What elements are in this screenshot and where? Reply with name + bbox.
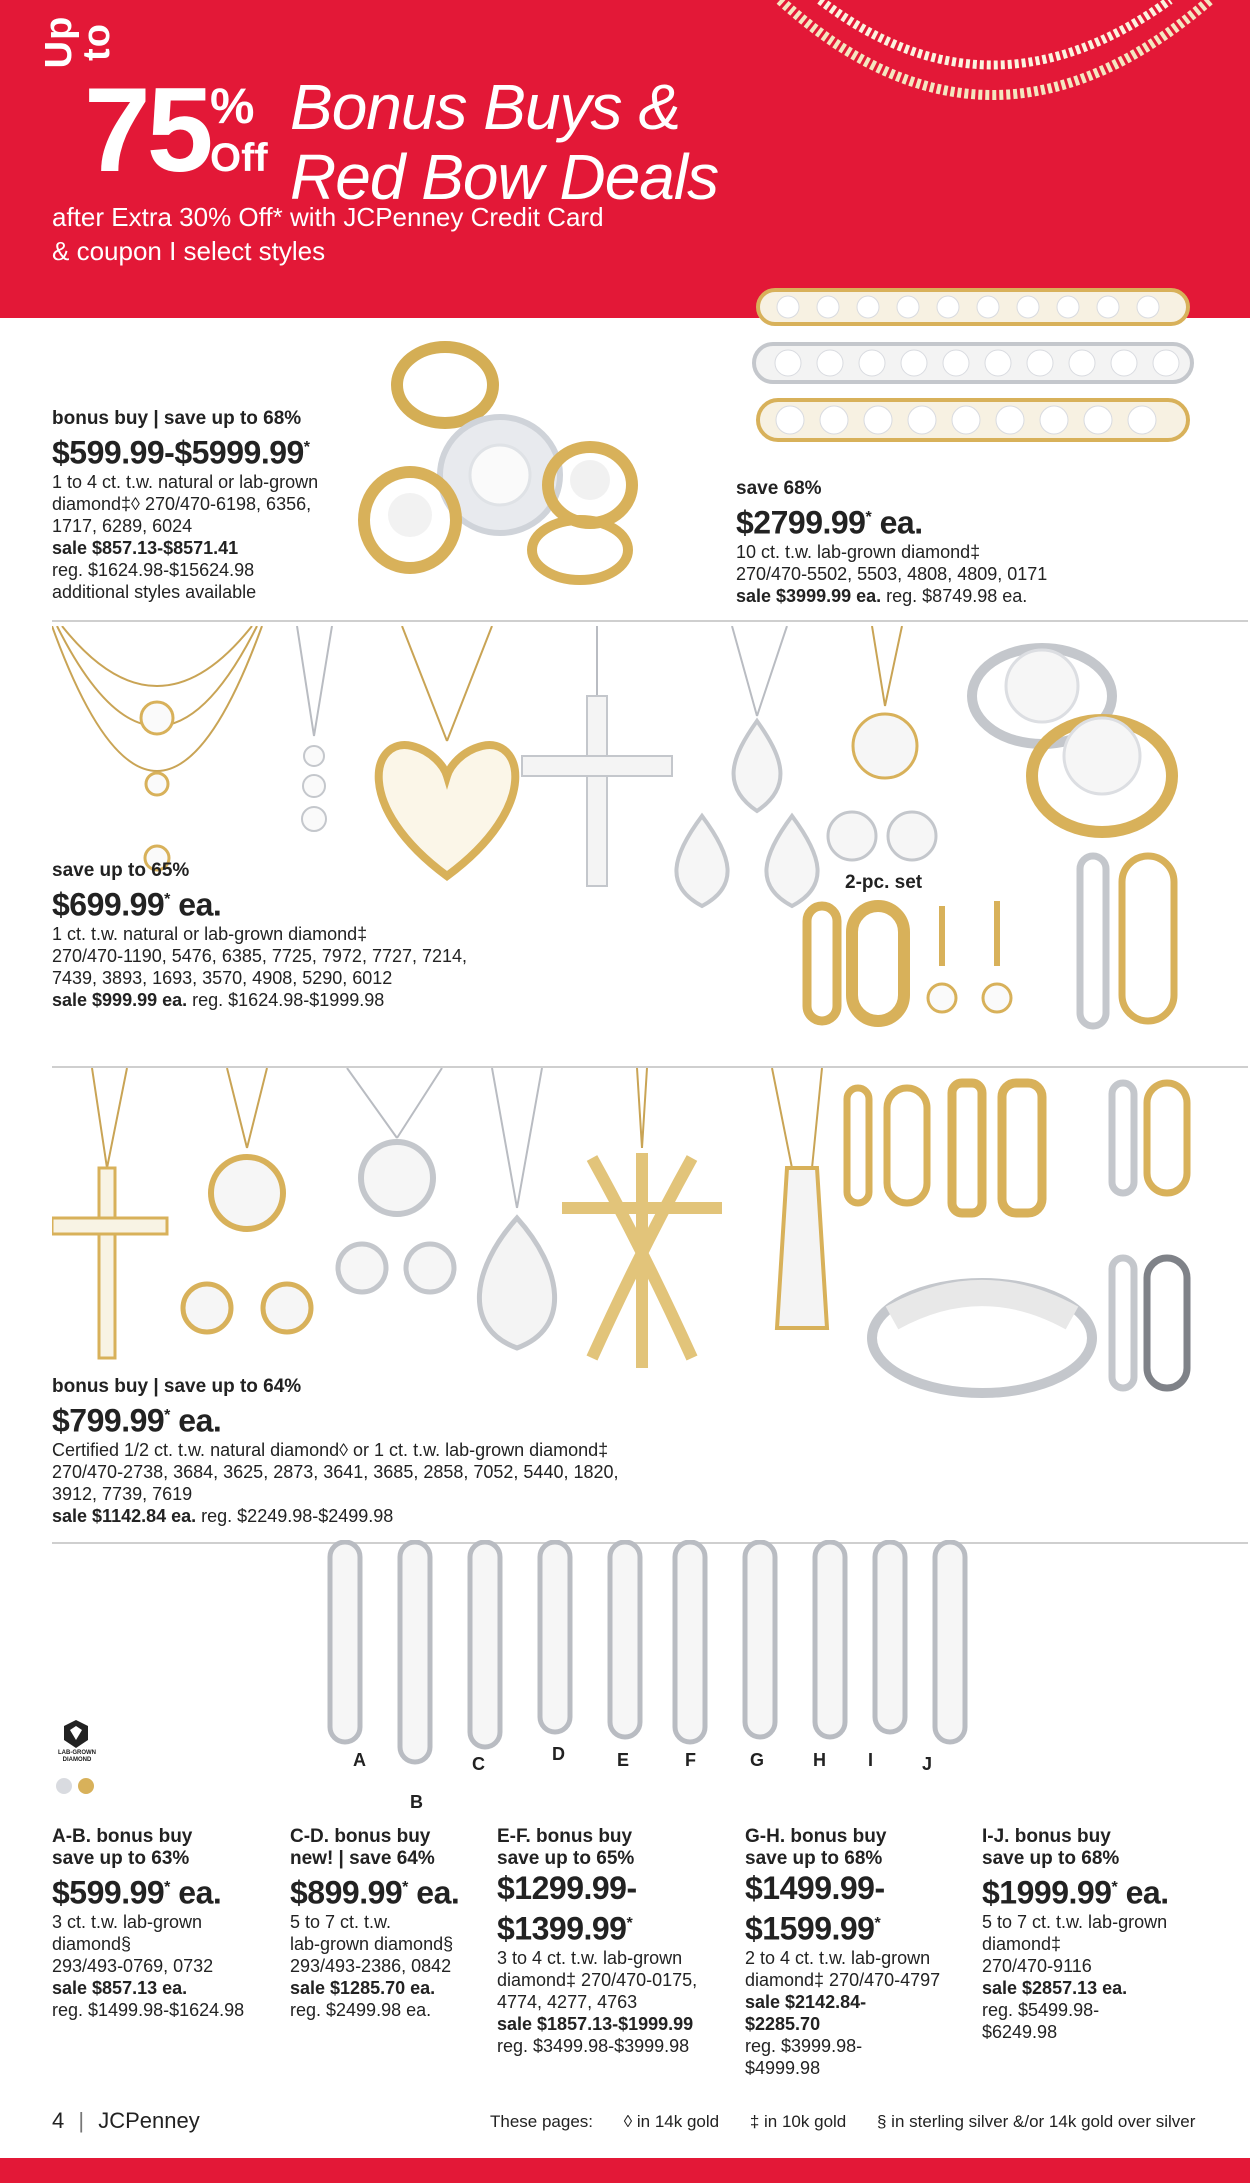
row2-desc-2: 270/470-1190, 5476, 6385, 7725, 7972, 7727, 7214, <box>52 945 468 966</box>
bracelet-ef-price-mark: * <box>626 1915 633 1932</box>
bracelet-ij-reg-2: $6249.98 <box>982 2021 1058 2042</box>
bracelet-ef-sale: sale $1857.13-$1999.99 <box>497 2013 694 2034</box>
bracelet-ij-desc-2: diamond‡ <box>982 1933 1062 1954</box>
bracelet-cd-price[interactable] <box>290 1870 490 1911</box>
bracelet-ij-info <box>982 1826 1222 2043</box>
row3-desc-2: 270/470-2738, 3684, 3625, 2873, 3641, 3685, 2858, 7052, 5440, 1820, <box>52 1461 619 1482</box>
rings-product-info <box>52 408 382 603</box>
row3-product-info <box>52 1376 752 1527</box>
bracelet-ab-tag-1: A-B. bonus buy <box>52 1826 193 1847</box>
page-number: 4 <box>52 2108 65 2133</box>
bracelet-gh-reg-2: $4999.98 <box>745 2057 821 2078</box>
row3-price-value: $799.99 <box>52 1402 165 1439</box>
rings-desc-3: 1717, 6289, 6024 <box>52 515 193 536</box>
bracelet-ab-info <box>52 1826 282 2021</box>
gold-swatch[interactable] <box>78 1778 94 1794</box>
bracelets-image[interactable] <box>320 1540 1000 1770</box>
footer-red-bar <box>0 2158 1250 2183</box>
row3-sale: sale $1142.84 ea. <box>52 1505 197 1526</box>
bracelet-gh-info <box>745 1826 975 2079</box>
hero-upto: Up to <box>38 15 118 69</box>
row3-tag: bonus buy | save up to 64% <box>52 1376 302 1397</box>
tennis-desc-1: 10 ct. t.w. lab-grown diamond‡ <box>736 541 981 562</box>
row2-price-value: $699.99 <box>52 886 165 923</box>
legend-14k: ◊ in 14k gold <box>623 2112 720 2131</box>
row3-price-mark: * <box>164 1407 170 1424</box>
rings-desc-2: diamond‡◊ 270/470-6198, 6356, <box>52 493 312 514</box>
bracelet-ef-desc-2: diamond‡ 270/470-0175, <box>497 1969 698 1990</box>
rings-extra: additional styles available <box>52 581 257 602</box>
bracelet-letter-b: B <box>410 1792 423 1812</box>
row3-desc-3: 3912, 7739, 7619 <box>52 1483 193 1504</box>
rings-price-value: $599.99-$5999.99 <box>52 434 304 471</box>
row2-sale: sale $999.99 ea. <box>52 989 188 1010</box>
brand-name[interactable]: JCPenney <box>98 2108 200 2133</box>
bracelet-gh-sale: sale $2142.84- <box>745 1991 867 2012</box>
bracelet-gh-desc-2: diamond‡ 270/470-4797 <box>745 1969 941 1990</box>
bracelet-gh-tag-1: G-H. bonus buy <box>745 1826 887 1847</box>
tennis-reg: reg. $8749.98 ea. <box>886 585 1028 606</box>
bracelet-cd-tag-2: new! | save 64% <box>290 1848 435 1869</box>
bracelet-ij-tag-2: save up to 68% <box>982 1848 1120 1869</box>
footer-page-info <box>52 2108 200 2134</box>
hero-headline-line1: Bonus Buys & <box>290 71 680 143</box>
bracelet-ef-price-2-value: $1399.99 <box>497 1910 627 1947</box>
hero-pct-off <box>210 80 268 184</box>
bracelet-ef-price[interactable] <box>497 1870 737 1906</box>
row3-jewelry-image[interactable] <box>52 1068 1202 1408</box>
bracelet-ij-price-value: $1999.99 <box>982 1874 1112 1911</box>
bracelet-ef-tag-2: save up to 65% <box>497 1848 635 1869</box>
bracelet-cd-price-mark: * <box>402 1879 408 1896</box>
bracelet-cd-reg: reg. $2499.98 ea. <box>290 1999 432 2020</box>
bracelet-ij-tag-1: I-J. bonus buy <box>982 1826 1111 1847</box>
rings-price-mark: * <box>303 439 310 456</box>
bracelet-ef-reg: reg. $3499.98-$3999.98 <box>497 2035 690 2056</box>
rings-tag: bonus buy | save up to 68% <box>52 408 302 429</box>
row2-reg: reg. $1624.98-$1999.98 <box>192 989 385 1010</box>
bracelet-ef-price-value: $1299.99- <box>497 1870 637 1906</box>
row2-tag: save up to 65% <box>52 860 190 881</box>
bracelet-ij-price[interactable] <box>982 1870 1222 1911</box>
silver-swatch[interactable] <box>56 1778 72 1794</box>
bracelet-ij-price-suffix: ea. <box>1117 1874 1169 1911</box>
bracelet-cd-desc-2: lab-grown diamond§ <box>290 1933 454 1954</box>
hero-sub-line2: & coupon I select styles <box>52 236 326 266</box>
bracelet-gh-sale-2: $2285.70 <box>745 2013 821 2034</box>
bracelet-gh-price-mark: * <box>874 1915 881 1932</box>
bracelet-gh-price-value: $1499.99- <box>745 1870 885 1906</box>
tennis-price-value: $2799.99 <box>736 504 866 541</box>
bracelet-ef-info <box>497 1826 737 2057</box>
row3-price-suffix: ea. <box>169 1402 222 1439</box>
tennis-bracelets-image[interactable] <box>748 272 1198 452</box>
row2-desc-3: 7439, 3893, 1693, 3570, 4908, 5290, 6012 <box>52 967 393 988</box>
bracelet-ef-desc-3: 4774, 4277, 4763 <box>497 1991 638 2012</box>
bracelet-ij-reg: reg. $5499.98- <box>982 1999 1100 2020</box>
rings-desc-1: 1 to 4 ct. t.w. natural or lab-grown <box>52 471 319 492</box>
hero-sub-line1: after Extra 30% Off* with JCPenney Credit Card <box>52 202 604 232</box>
footer-legend <box>490 2112 1221 2132</box>
lab-grown-logo-text: LAB-GROWN DIAMOND <box>58 1750 96 1763</box>
bracelet-letter-c: C <box>472 1754 485 1774</box>
row2-price[interactable] <box>52 882 592 923</box>
bracelet-ab-price-value: $599.99 <box>52 1874 165 1911</box>
hero-off: Off <box>210 136 268 180</box>
legend-10k: ‡ in 10k gold <box>749 2112 847 2131</box>
tennis-necklace-image[interactable] <box>760 0 1230 200</box>
bracelet-cd-info <box>290 1826 490 2021</box>
hero-headline <box>290 72 718 212</box>
row2-price-suffix: ea. <box>169 886 222 923</box>
legend-sterling: § in sterling silver &/or 14k gold over silver <box>876 2112 1196 2131</box>
hero-pct-sign: % <box>210 78 255 134</box>
tennis-price-mark: * <box>865 509 872 526</box>
bracelet-ab-sale: sale $857.13 ea. <box>52 1977 188 1998</box>
bracelet-gh-reg: reg. $3999.98- <box>745 2035 863 2056</box>
hero-subline <box>52 200 652 268</box>
tennis-sale: sale $3999.99 ea. <box>736 585 882 606</box>
bracelet-letter-h: H <box>813 1750 826 1770</box>
bracelet-cd-desc-1: 5 to 7 ct. t.w. <box>290 1911 392 1932</box>
bracelet-cd-tag-1: C-D. bonus buy <box>290 1826 431 1847</box>
bracelet-ij-desc-1: 5 to 7 ct. t.w. lab-grown <box>982 1911 1168 1932</box>
tennis-desc-2: 270/470-5502, 5503, 4808, 4809, 0171 <box>736 563 1048 584</box>
footer-separator: | <box>78 2108 85 2133</box>
rings-price[interactable] <box>52 430 382 471</box>
row2-price-mark: * <box>164 891 170 908</box>
bracelet-letter-f: F <box>685 1750 696 1770</box>
bracelet-ab-desc-1: 3 ct. t.w. lab-grown <box>52 1911 203 1932</box>
bracelet-cd-sale: sale $1285.70 ea. <box>290 1977 436 1998</box>
rings-sale: sale $857.13-$8571.41 <box>52 537 239 558</box>
tennis-price[interactable] <box>736 500 1156 541</box>
tennis-product-info <box>736 478 1156 607</box>
bracelet-gh-price-2-value: $1599.99 <box>745 1910 875 1947</box>
row2-desc-1: 1 ct. t.w. natural or lab-grown diamond‡ <box>52 923 368 944</box>
bracelet-letter-d: D <box>552 1744 565 1764</box>
bracelet-gh-price[interactable] <box>745 1870 975 1906</box>
bracelet-ij-price-mark: * <box>1111 1879 1118 1896</box>
bracelet-ef-desc-1: 3 to 4 ct. t.w. lab-grown <box>497 1947 683 1968</box>
hero-banner <box>0 0 1250 318</box>
two-piece-set-label: 2-pc. set <box>845 872 923 893</box>
bracelet-letter-g: G <box>750 1750 765 1770</box>
row3-desc-1: Certified 1/2 ct. t.w. natural diamond◊ or 1 ct. t.w. lab-grown diamond‡ <box>52 1439 609 1460</box>
hero-headline-line2: Red Bow Deals <box>290 141 719 213</box>
legend-label: These pages: <box>490 2112 594 2131</box>
bracelet-letter-j: J <box>922 1754 933 1774</box>
bracelet-ef-tag-1: E-F. bonus buy <box>497 1826 633 1847</box>
rings-reg: reg. $1624.98-$15624.98 <box>52 559 255 580</box>
hero-percent: 75 <box>84 63 210 197</box>
tennis-price-suffix: ea. <box>871 504 923 541</box>
bracelet-ab-price-suffix: ea. <box>169 1874 222 1911</box>
bracelet-letter-i: I <box>868 1750 874 1770</box>
section-divider <box>52 620 1248 622</box>
bracelet-ab-price-mark: * <box>164 1879 170 1896</box>
row3-reg: reg. $2249.98-$2499.98 <box>201 1505 394 1526</box>
bracelet-cd-desc-3: 293/493-2386, 0842 <box>290 1955 452 1976</box>
bracelet-ij-sale: sale $2857.13 ea. <box>982 1977 1128 1998</box>
bracelet-ab-price[interactable] <box>52 1870 282 1911</box>
bracelet-letter-a: A <box>353 1750 366 1770</box>
bracelet-ab-desc-3: 293/493-0769, 0732 <box>52 1955 214 1976</box>
bracelet-ab-reg: reg. $1499.98-$1624.98 <box>52 1999 245 2020</box>
bracelet-gh-tag-2: save up to 68% <box>745 1848 883 1869</box>
bracelet-ij-desc-3: 270/470-9116 <box>982 1955 1092 1976</box>
tennis-tag: save 68% <box>736 478 822 499</box>
row2-product-info <box>52 860 592 1011</box>
bracelet-ef-price-2[interactable] <box>497 1906 737 1947</box>
bracelet-cd-price-suffix: ea. <box>407 1874 460 1911</box>
bracelet-ab-desc-2: diamond§ <box>52 1933 132 1954</box>
rings-image[interactable] <box>355 335 655 595</box>
bracelet-cd-price-value: $899.99 <box>290 1874 403 1911</box>
row3-price[interactable] <box>52 1398 752 1439</box>
bracelet-gh-price-2[interactable] <box>745 1906 975 1947</box>
bracelet-letter-e: E <box>617 1750 630 1770</box>
bracelet-gh-desc-1: 2 to 4 ct. t.w. lab-grown <box>745 1947 931 1968</box>
bracelet-ab-tag-2: save up to 63% <box>52 1848 190 1869</box>
